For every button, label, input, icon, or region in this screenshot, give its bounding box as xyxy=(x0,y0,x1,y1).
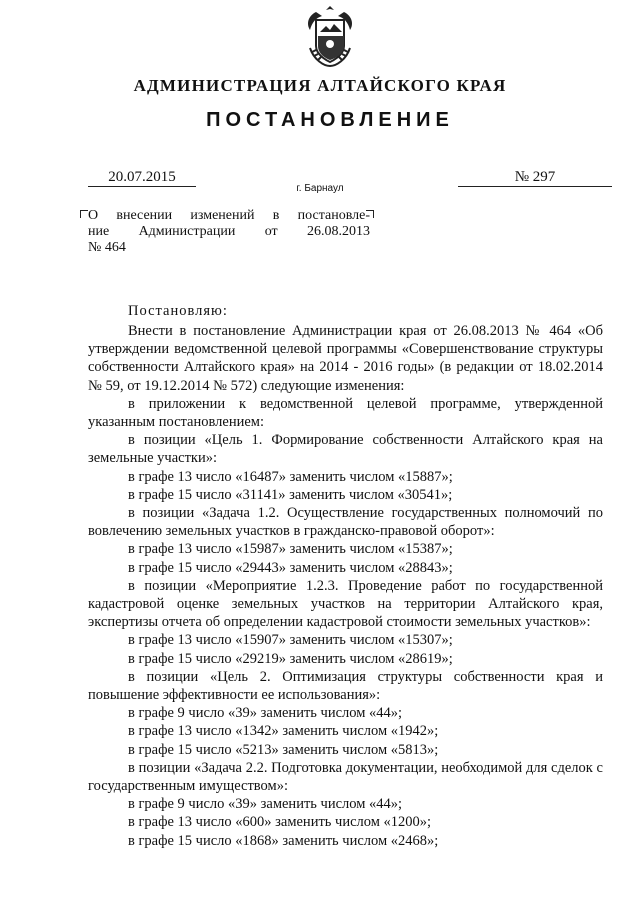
body-paragraph: Внести в постановление Администрации края от 26.08.2013 № 464 «Об утверждении ведомственной целевой программы «Совершенствование структуры собственности Алтайского края» на 2014 - 2016 годы» (в редакции от 18.02.2014 № 59, от 19.12.2014 № 572) следующие изменения: xyxy=(88,323,603,394)
body-paragraph: в графе 15 число «31141» заменить числом «30541»; xyxy=(128,486,453,503)
decree-word: Постановляю: xyxy=(128,303,228,319)
document-body xyxy=(88,322,603,850)
subject-line: ние Администрации от 26.08.2013 xyxy=(88,224,370,239)
body-paragraph: в графе 15 число «29219» заменить числом «28619»; xyxy=(128,650,453,667)
document-city: г. Барнаул xyxy=(296,183,344,194)
document-number: № 297 xyxy=(458,168,612,187)
body-paragraph: в графе 13 число «600» заменить числом «1200»; xyxy=(128,814,432,831)
organization-name: АДМИНИСТРАЦИЯ АЛТАЙСКОГО КРАЯ xyxy=(133,76,507,95)
body-paragraph: в графе 13 число «15987» заменить числом «15387»; xyxy=(128,541,453,558)
subject-line: № 464 xyxy=(88,240,126,255)
coat-of-arms-icon xyxy=(302,2,358,70)
body-paragraph: в графе 9 число «39» заменить числом «44»; xyxy=(128,705,403,722)
body-paragraph: в позиции «Задача 2.2. Подготовка документации, необходимой для сделок с государственным имуществом»: xyxy=(88,759,603,795)
body-paragraph: в позиции «Мероприятие 1.2.3. Проведение работ по государственной кадастровой оценке земельных участков на территории Алтайского края, экспертизы отчета об определении кадастровой стоимости земельных участков»: xyxy=(88,577,603,631)
body-paragraph: в приложении к ведомственной целевой программе, утвержденной указанным постановлением: xyxy=(88,395,603,431)
subject-line: О внесении изменений в постановле- xyxy=(88,208,370,223)
body-paragraph: в позиции «Цель 1. Формирование собственности Алтайского края на земельные участки»: xyxy=(88,432,603,467)
body-paragraph: в графе 13 число «1342» заменить числом «1942»; xyxy=(128,723,439,740)
body-paragraph: в позиции «Задача 1.2. Осуществление государственных полномочий по вовлечению земельных участков в гражданско-правовой оборот»: xyxy=(88,505,603,540)
body-paragraph: в графе 13 число «15907» заменить числом «15307»; xyxy=(128,632,453,649)
document-subject xyxy=(88,208,370,256)
document-date: 20.07.2015 xyxy=(88,168,196,187)
body-paragraph: в графе 15 число «5213» заменить числом «5813»; xyxy=(128,741,439,758)
body-paragraph: в графе 15 число «1868» заменить числом «2468»; xyxy=(128,832,439,849)
body-paragraph: в графе 15 число «29443» заменить числом «28843»; xyxy=(128,559,453,576)
body-paragraph: в графе 9 число «39» заменить числом «44»; xyxy=(128,796,403,813)
subject-bracket-left xyxy=(80,210,88,218)
body-paragraph: в позиции «Цель 2. Оптимизация структуры собственности края и повышение эффективности ее использования»: xyxy=(88,668,603,704)
document-type: ПОСТАНОВЛЕНИЕ xyxy=(206,109,454,131)
body-paragraph: в графе 13 число «16487» заменить числом «15887»; xyxy=(128,468,453,485)
